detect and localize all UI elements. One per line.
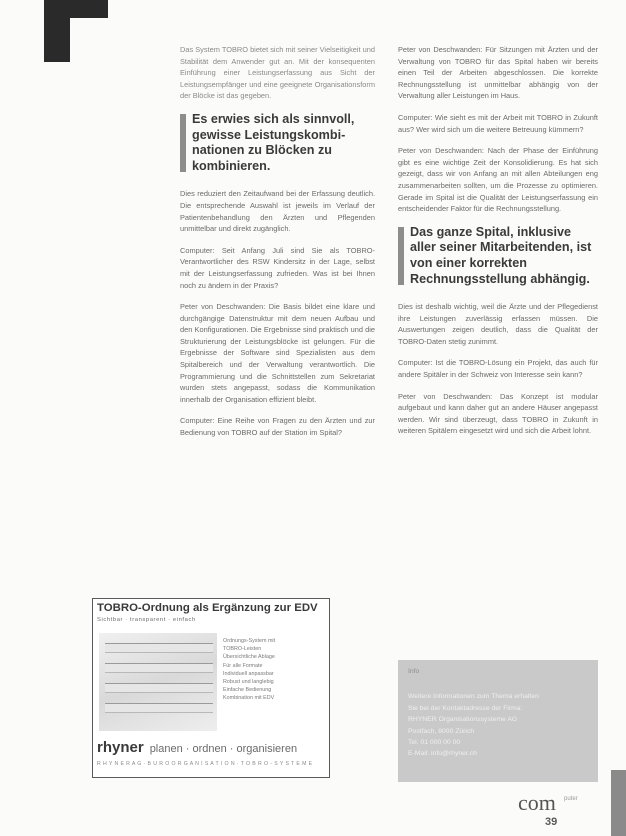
body-paragraph: Peter von Deschwanden: Die Basis bildet eine klare und durchgängige Datenstruktur mit dem neuen Aufbau und den Konfigurationen. Die Ergebnisse sind praktisch und die Strukturierung der Leistungsblöcke ist gelungen. Für die Ergebnisse der Software sind Spezialisten aus dem Spitalbereich und der Verwaltung verantwortlich. Die Programmierung und die Schnittstellen zum Sekretariat wurden stets angepasst, sodass die Kommunikation innerhalb der Organisation effizient bleibt. (180, 302, 375, 404)
ad-footer: R H Y N E R A G · B Ü R O O R G A N I S A T I O N · T O B R O - S Y S T E M E (97, 761, 313, 767)
edge-strip (611, 770, 626, 836)
ad-brand-tagline: planen · ordnen · organisieren (149, 743, 298, 755)
intro-paragraph: Das System TOBRO bietet sich mit seiner Vielseitigkeit und Stabilität dem Anwender gut an. Mit der konsequenten Einführung einer Leistungserfassung aus Sicht der Leistungsempfänger und eine geeignete Organisationsform der Blöcke ist das gegeben. (180, 45, 375, 101)
ad-feature: Ordnungs-System mit (223, 638, 276, 644)
left-column (180, 44, 375, 449)
ad-subtitle: Sichtbar · transparent · einfach (97, 617, 196, 623)
body-paragraph: Peter von Deschwanden: Für Sitzungen mit Ärzten und der Verwaltung von TOBRO für das Spital haben wir bereits einen Teil der Arbeiten abgeschlossen. Die korrekte Rechnungsstellung ist unmittelbar abhängig von der Verwaltung aller Leistungen im Haus. (398, 45, 598, 101)
info-line: Sie bei der Kontaktadresse der Firma: (408, 704, 523, 712)
ad-feature: Einfache Bedienung (223, 687, 272, 694)
body-paragraph: Dies ist deshalb wichtig, weil die Ärzte und der Pflegedienst ihre Leistungen zuverlässig erfassen müssen. Die Auswertungen zeigen deutlich, dass die Qualität der TOBRO-Daten stetig zunimmt. (398, 302, 598, 346)
ad-feature: Übersichtliche Ablage (223, 654, 275, 661)
ad-feature: Kombination mit EDV (223, 695, 275, 702)
body-paragraph: Computer: Ist die TOBRO-Lösung ein Projekt, das auch für andere Spitäler in der Schweiz von Interesse sein kann? (398, 358, 598, 380)
magazine-logo: com (518, 790, 556, 815)
info-line: Tel. 01 000 00 00 (408, 739, 461, 747)
ad-feature: Individuell anpassbar (223, 670, 274, 677)
magazine-logo-suffix: puter (564, 796, 578, 802)
info-line: Postfach, 8000 Zürich (408, 727, 475, 735)
ad-feature: Robust und langlebig (223, 679, 274, 686)
info-line[interactable]: E-Mail: info@rhyner.ch (408, 750, 477, 758)
pull-quote-text: Das ganze Spital, inklusive aller seiner Mitarbeitenden, ist von einer korrekten Rechnungsstellung abhängig. (410, 224, 592, 286)
ad-feature: Für alle Formate (223, 662, 263, 669)
ad-brand-name: rhyner (97, 739, 144, 756)
ad-brand-logo (97, 739, 297, 756)
pull-quote-text: Es erwies sich als sinnvoll, gewisse Leistungskombi-nationen zu Blöcken zu kombinieren. (192, 111, 355, 173)
info-box (398, 660, 598, 782)
body-paragraph: Computer: Wie sieht es mit der Arbeit mit TOBRO in Zukunft aus? Wer wird sich um die weitere Betreuung kümmern? (398, 112, 598, 134)
shelf-product-image (99, 633, 217, 731)
body-paragraph: Computer: Eine Reihe von Fragen zu den Ärzten und zur Bedienung von TOBRO auf der Station im Spital? (180, 416, 375, 438)
corner-decoration-top (44, 0, 108, 18)
advertisement[interactable] (92, 598, 330, 778)
pull-quote-left (180, 112, 375, 174)
pull-quote-right (398, 225, 598, 287)
ad-feature-list (223, 637, 323, 703)
ad-feature: TOBRO-Leisten (223, 646, 262, 653)
body-paragraph: Computer: Seit Anfang Juli sind Sie als TOBRO-Verantwortlicher des RSW Kindersitz in der Lage, selbst mit der Leistungserfassung zufrieden. Was ist bei Ihnen noch zu ändern in der Praxis? (180, 245, 375, 290)
page-number: 39 (545, 816, 558, 828)
info-box-label: Info (408, 668, 420, 675)
info-line: RHYNER Organisationssysteme AG (408, 716, 518, 724)
info-line: Weitere Informationen zum Thema erhalten (408, 693, 539, 701)
body-paragraph: Dies reduziert den Zeitaufwand bei der Erfassung deutlich. Die entsprechende Auswahl ist jeweils im Verlauf der Patientenbehandlung den Ärzten und Pflegenden unmittelbar und direkt zugänglich. (180, 189, 375, 234)
body-paragraph: Peter von Deschwanden: Das Konzept ist modular aufgebaut und kann daher gut an andere Häuser angepasst werden. Wir sind überzeugt, dass TOBRO in Zukunft in weiteren Spitälern eingesetzt wird und sich die Arbeit lohnt. (398, 391, 598, 436)
ad-title: TOBRO-Ordnung als Ergänzung zur EDV (97, 602, 318, 614)
body-paragraph: Peter von Deschwanden: Nach der Phase der Einführung gibt es eine wichtige Zeit der Konsolidierung. Es hat sich gezeigt, dass wir von Anfang an mit allen Abteilungen eng zusammenarbeiten sollten, um die Prozesse zu optimieren. Gerade im Spital ist die Qualität der Leistungserfassung ein entscheidender Faktor für die Rechnungsstellung. (398, 146, 598, 214)
right-column (398, 44, 598, 447)
